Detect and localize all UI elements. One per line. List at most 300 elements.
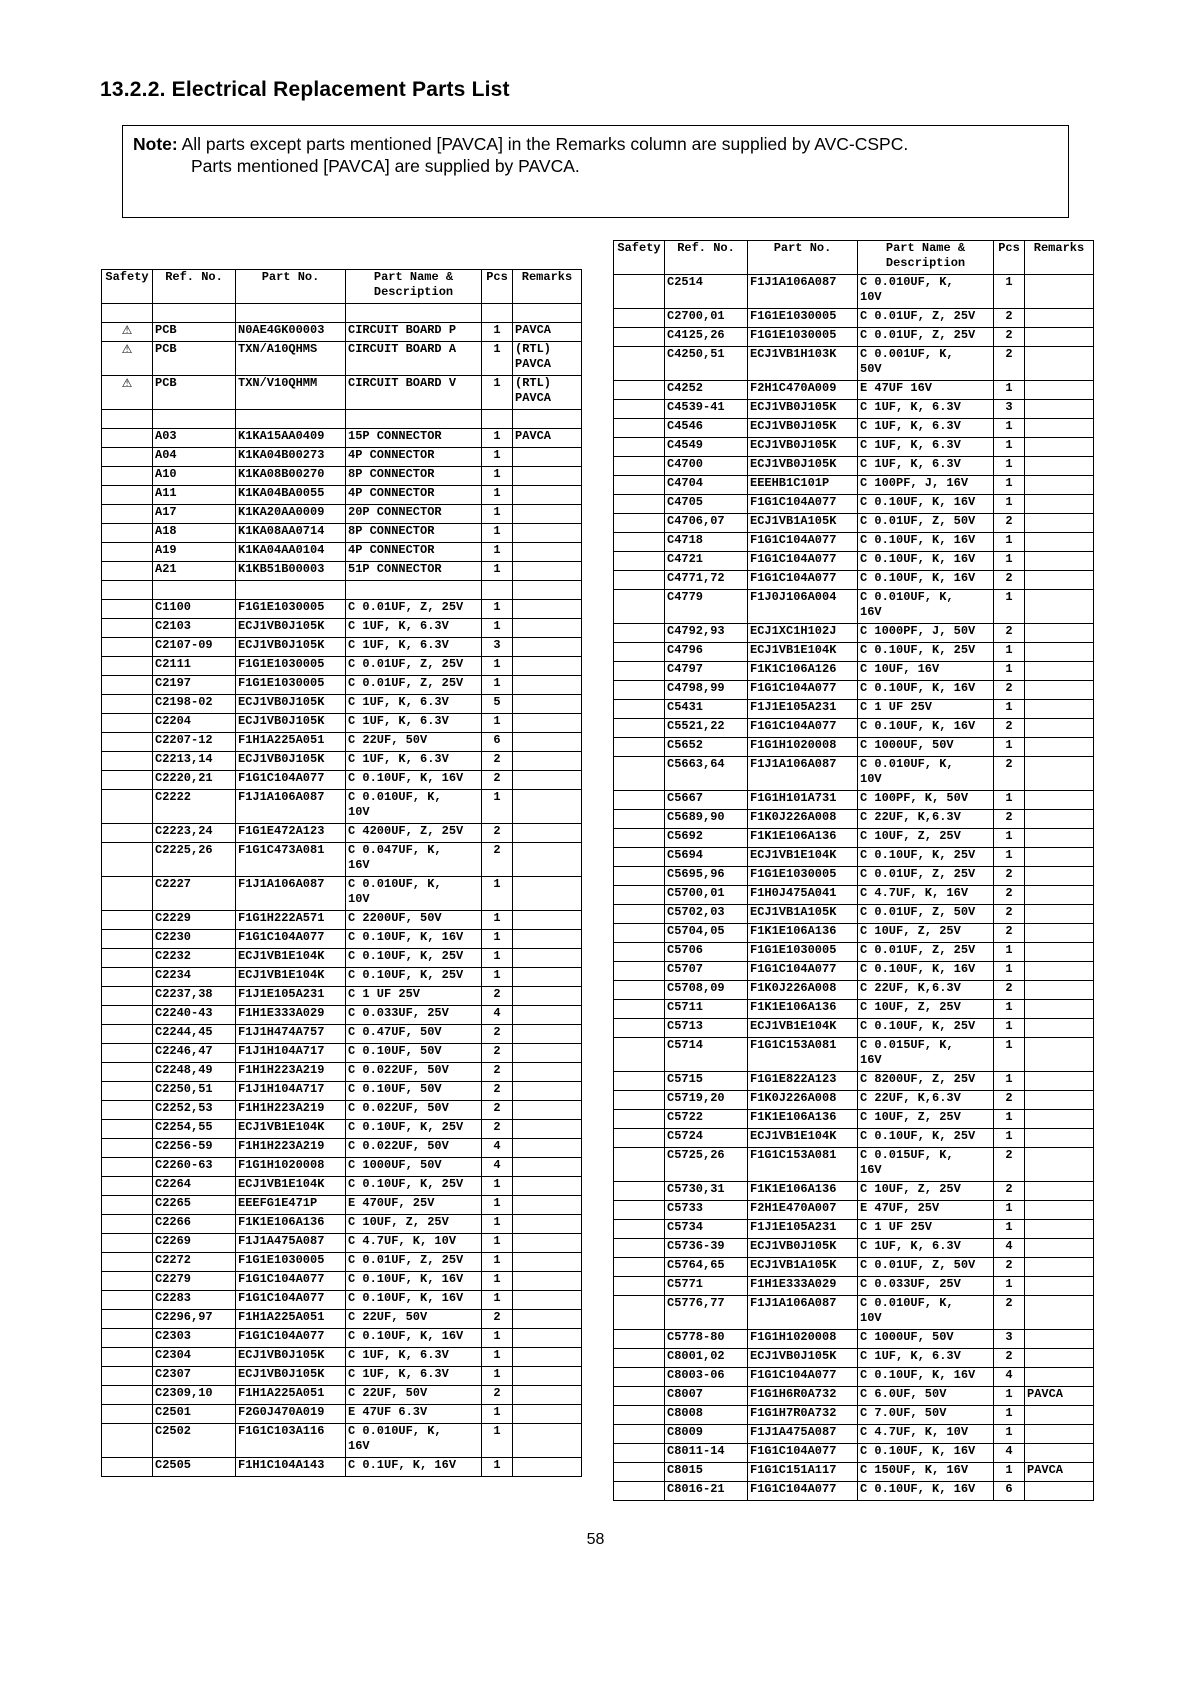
part-no-cell: ECJ1VB0J105K — [236, 695, 346, 714]
remarks-cell — [1025, 643, 1094, 662]
table-row — [102, 486, 582, 505]
ref-no-cell: A18 — [153, 524, 236, 543]
pcs-cell: 1 — [994, 848, 1025, 867]
part-no-cell: F1G1H1020008 — [748, 738, 858, 757]
ref-no-cell: C4250,51 — [665, 347, 748, 381]
pcs-cell: 1 — [482, 505, 513, 524]
remarks-cell — [1025, 681, 1094, 700]
safety-cell — [102, 930, 153, 949]
remarks-cell — [513, 1367, 582, 1386]
table-row — [102, 824, 582, 843]
table-row — [614, 1110, 1094, 1129]
safety-cell — [102, 733, 153, 752]
part-no-cell: ECJ1VB0J105K — [236, 1348, 346, 1367]
part-name-cell: 20P CONNECTOR — [346, 505, 482, 524]
pcs-cell: 1 — [482, 1329, 513, 1348]
part-name-cell: E 470UF, 25V — [346, 1196, 482, 1215]
pcs-cell: 2 — [994, 571, 1025, 590]
safety-cell — [102, 1348, 153, 1367]
safety-warning-icon: ⚠ — [102, 323, 153, 342]
part-no-cell: ECJ1VB1A105K — [748, 1258, 858, 1277]
ref-no-cell: C2256-59 — [153, 1139, 236, 1158]
safety-cell — [102, 429, 153, 448]
pcs-cell: 2 — [994, 624, 1025, 643]
remarks-cell — [1025, 943, 1094, 962]
pcs-cell: 2 — [994, 1258, 1025, 1277]
safety-cell — [102, 1234, 153, 1253]
part-name-cell: C 0.47UF, 50V — [346, 1025, 482, 1044]
table-row — [102, 619, 582, 638]
part-name-cell: C 1UF, K, 6.3V — [346, 1348, 482, 1367]
pcs-cell: 2 — [994, 1091, 1025, 1110]
table-row — [614, 533, 1094, 552]
pcs-cell: 1 — [994, 1000, 1025, 1019]
part-name-cell: C 22UF, 50V — [346, 1386, 482, 1405]
pcs-cell: 1 — [994, 495, 1025, 514]
safety-cell — [614, 886, 665, 905]
remarks-cell — [1025, 1220, 1094, 1239]
ref-no-cell: C4771,72 — [665, 571, 748, 590]
part-name-cell: C 22UF, 50V — [346, 733, 482, 752]
safety-cell — [614, 1368, 665, 1387]
pcs-cell: 1 — [482, 1367, 513, 1386]
part-no-cell: K1KB51B00003 — [236, 562, 346, 581]
safety-cell — [102, 1367, 153, 1386]
remarks-cell — [1025, 1239, 1094, 1258]
safety-cell — [102, 600, 153, 619]
ref-no-cell: C4700 — [665, 457, 748, 476]
ref-no-cell: C5667 — [665, 791, 748, 810]
safety-cell — [102, 581, 153, 600]
part-name-cell: C 0.10UF, K, 25V — [858, 1129, 994, 1148]
pcs-cell — [482, 410, 513, 429]
table-row — [102, 1082, 582, 1101]
pcs-cell: 1 — [482, 600, 513, 619]
table-row — [102, 1291, 582, 1310]
table-row — [614, 275, 1094, 309]
part-name-cell: C 2200UF, 50V — [346, 911, 482, 930]
ref-no-cell: C1100 — [153, 600, 236, 619]
page-number: 58 — [586, 1531, 605, 1548]
safety-cell — [614, 571, 665, 590]
pcs-cell: 1 — [482, 1348, 513, 1367]
part-no-cell: F1K0J226A008 — [748, 810, 858, 829]
part-name-cell — [346, 410, 482, 429]
remarks-cell — [513, 467, 582, 486]
part-name-cell: C 1UF, K, 6.3V — [858, 419, 994, 438]
pcs-cell: 1 — [994, 943, 1025, 962]
pcs-cell: 4 — [482, 1006, 513, 1025]
remarks-cell — [513, 1196, 582, 1215]
part-name-cell: C 0.01UF, Z, 50V — [858, 905, 994, 924]
part-no-cell: F2H1E470A007 — [748, 1201, 858, 1220]
remarks-cell — [1025, 347, 1094, 381]
part-no-cell: ECJ1VB1E104K — [748, 848, 858, 867]
remarks-cell — [1025, 1038, 1094, 1072]
ref-no-cell: C5700,01 — [665, 886, 748, 905]
ref-no-cell: C2198-02 — [153, 695, 236, 714]
ref-no-cell: C5719,20 — [665, 1091, 748, 1110]
part-no-cell: F1J1A106A087 — [748, 275, 858, 309]
part-no-cell: F1K1E106A136 — [748, 829, 858, 848]
pcs-cell: 1 — [482, 619, 513, 638]
pcs-cell: 1 — [994, 1201, 1025, 1220]
safety-cell — [102, 304, 153, 323]
ref-no-cell: C2266 — [153, 1215, 236, 1234]
safety-cell — [614, 328, 665, 347]
pcs-cell: 4 — [482, 1139, 513, 1158]
part-name-cell: C 0.10UF, K, 16V — [858, 681, 994, 700]
part-name-cell: C 0.10UF, K, 25V — [346, 1120, 482, 1139]
part-name-cell: C 1UF, K, 6.3V — [858, 438, 994, 457]
remarks-cell — [513, 1139, 582, 1158]
remarks-cell — [513, 448, 582, 467]
pcs-cell: 3 — [994, 400, 1025, 419]
remarks-cell — [1025, 924, 1094, 943]
part-name-cell: C 0.015UF, K, 16V — [858, 1148, 994, 1182]
ref-no-cell: C5725,26 — [665, 1148, 748, 1182]
parts-table-right — [613, 240, 1094, 1501]
pcs-cell — [482, 581, 513, 600]
part-no-cell: K1KA08B00270 — [236, 467, 346, 486]
ref-no-cell: C2230 — [153, 930, 236, 949]
pcs-cell: 1 — [994, 275, 1025, 309]
part-name-cell: C 1UF, K, 6.3V — [346, 695, 482, 714]
ref-no-cell: C5730,31 — [665, 1182, 748, 1201]
safety-cell — [614, 905, 665, 924]
safety-cell — [614, 514, 665, 533]
table-row — [614, 1277, 1094, 1296]
part-no-cell: F1J1E105A231 — [748, 700, 858, 719]
safety-cell — [614, 662, 665, 681]
remarks-cell — [513, 714, 582, 733]
table-row — [102, 1458, 582, 1477]
table-row — [102, 600, 582, 619]
part-no-cell: F1G1E1030005 — [236, 676, 346, 695]
part-no-cell — [236, 581, 346, 600]
table-row — [102, 1215, 582, 1234]
part-name-cell: C 0.022UF, 50V — [346, 1101, 482, 1120]
part-name-cell: C 4.7UF, K, 10V — [346, 1234, 482, 1253]
table-row — [614, 552, 1094, 571]
part-name-cell: C 0.015UF, K, 16V — [858, 1038, 994, 1072]
parts-table-body-left — [102, 304, 582, 1477]
safety-cell — [614, 1110, 665, 1129]
safety-cell — [102, 1101, 153, 1120]
ref-no-cell: C2248,49 — [153, 1063, 236, 1082]
header-ref-no: Ref. No. — [665, 241, 748, 275]
remarks-cell — [513, 930, 582, 949]
pcs-cell: 1 — [482, 543, 513, 562]
part-no-cell: ECJ1VB0J105K — [748, 419, 858, 438]
ref-no-cell: C5734 — [665, 1220, 748, 1239]
safety-cell — [614, 1091, 665, 1110]
part-name-cell: C 0.010UF, K, 16V — [858, 590, 994, 624]
part-no-cell: F1H1A225A051 — [236, 1386, 346, 1405]
ref-no-cell: PCB — [153, 376, 236, 410]
ref-no-cell: C5704,05 — [665, 924, 748, 943]
safety-cell — [614, 810, 665, 829]
header-part-name: Part Name & Description — [858, 241, 994, 275]
table-row — [102, 1120, 582, 1139]
part-no-cell: F1G1C104A077 — [236, 1272, 346, 1291]
part-name-cell: C 1UF, K, 6.3V — [346, 752, 482, 771]
table-row — [614, 962, 1094, 981]
table-row — [614, 590, 1094, 624]
part-no-cell: F1K0J226A008 — [748, 981, 858, 1000]
safety-cell — [102, 1044, 153, 1063]
table-row — [614, 1182, 1094, 1201]
ref-no-cell: C2501 — [153, 1405, 236, 1424]
remarks-cell — [1025, 457, 1094, 476]
remarks-cell — [1025, 1072, 1094, 1091]
part-no-cell: F1J1H104A717 — [236, 1044, 346, 1063]
part-name-cell: C 0.047UF, K, 16V — [346, 843, 482, 877]
pcs-cell: 2 — [482, 1310, 513, 1329]
part-name-cell: CIRCUIT BOARD A — [346, 342, 482, 376]
ref-no-cell: C4539-41 — [665, 400, 748, 419]
part-name-cell: C 1000UF, 50V — [858, 1330, 994, 1349]
pcs-cell: 2 — [482, 1044, 513, 1063]
part-name-cell: C 0.010UF, K, 10V — [346, 790, 482, 824]
table-row — [614, 1038, 1094, 1072]
table-row — [102, 1386, 582, 1405]
ref-no-cell: C2309,10 — [153, 1386, 236, 1405]
safety-cell — [614, 791, 665, 810]
header-part-no: Part No. — [748, 241, 858, 275]
ref-no-cell: C5714 — [665, 1038, 748, 1072]
ref-no-cell: C2265 — [153, 1196, 236, 1215]
remarks-cell — [513, 771, 582, 790]
remarks-cell — [513, 1082, 582, 1101]
remarks-cell — [513, 1272, 582, 1291]
ref-no-cell: C8001,02 — [665, 1349, 748, 1368]
part-name-cell: C 0.10UF, K, 25V — [858, 1019, 994, 1038]
ref-no-cell: C4718 — [665, 533, 748, 552]
part-no-cell — [236, 304, 346, 323]
ref-no-cell: A11 — [153, 486, 236, 505]
safety-cell — [614, 400, 665, 419]
part-name-cell: 4P CONNECTOR — [346, 448, 482, 467]
remarks-cell — [513, 505, 582, 524]
part-no-cell: ECJ1VB1E104K — [748, 643, 858, 662]
note-box — [122, 125, 1069, 218]
part-no-cell: F1J1A106A087 — [748, 1296, 858, 1330]
part-no-cell: F1G1E1030005 — [748, 309, 858, 328]
pcs-cell: 1 — [482, 1458, 513, 1477]
ref-no-cell: C2103 — [153, 619, 236, 638]
safety-cell — [102, 1405, 153, 1424]
pcs-cell: 1 — [482, 342, 513, 376]
remarks-cell — [1025, 495, 1094, 514]
part-no-cell: ECJ1VB0J105K — [236, 714, 346, 733]
part-name-cell: C 0.022UF, 50V — [346, 1063, 482, 1082]
part-no-cell: F1H1A225A051 — [236, 1310, 346, 1329]
part-no-cell: ECJ1VB0J105K — [748, 457, 858, 476]
remarks-cell — [1025, 829, 1094, 848]
ref-no-cell: C5652 — [665, 738, 748, 757]
part-no-cell: F1G1E1030005 — [236, 600, 346, 619]
safety-cell — [102, 467, 153, 486]
part-no-cell: F1G1H6R0A732 — [748, 1387, 858, 1406]
remarks-cell — [1025, 381, 1094, 400]
table-row — [614, 457, 1094, 476]
table-row — [614, 1463, 1094, 1482]
part-no-cell: F1G1C104A077 — [236, 930, 346, 949]
table-row — [102, 1006, 582, 1025]
pcs-cell: 1 — [482, 714, 513, 733]
remarks-cell — [1025, 1201, 1094, 1220]
part-no-cell: F1G1E1030005 — [748, 867, 858, 886]
part-no-cell: ECJ1VB0J105K — [748, 438, 858, 457]
part-name-cell: C 0.10UF, K, 25V — [346, 1177, 482, 1196]
remarks-cell — [1025, 719, 1094, 738]
pcs-cell: 2 — [994, 924, 1025, 943]
part-no-cell: ECJ1VB1E104K — [236, 968, 346, 987]
part-no-cell: F1G1E1030005 — [236, 1253, 346, 1272]
ref-no-cell: C5733 — [665, 1201, 748, 1220]
remarks-cell — [513, 733, 582, 752]
safety-cell — [102, 1063, 153, 1082]
part-no-cell: F1G1C473A081 — [236, 843, 346, 877]
table-row — [102, 638, 582, 657]
safety-cell — [102, 843, 153, 877]
part-no-cell: TXN/V10QHMM — [236, 376, 346, 410]
part-no-cell: F1K1E106A136 — [748, 1000, 858, 1019]
ref-no-cell: C4549 — [665, 438, 748, 457]
pcs-cell: 1 — [482, 1424, 513, 1458]
part-no-cell: F1H1A225A051 — [236, 733, 346, 752]
pcs-cell: 4 — [994, 1368, 1025, 1387]
part-name-cell: C 22UF, K,6.3V — [858, 810, 994, 829]
pcs-cell: 2 — [994, 905, 1025, 924]
pcs-cell: 2 — [482, 752, 513, 771]
remarks-cell: PAVCA — [513, 429, 582, 448]
table-row — [102, 1348, 582, 1367]
part-name-cell: C 0.10UF, 50V — [346, 1044, 482, 1063]
safety-cell — [102, 543, 153, 562]
safety-cell — [102, 1329, 153, 1348]
ref-no-cell: A17 — [153, 505, 236, 524]
ref-no-cell: C8016-21 — [665, 1482, 748, 1501]
ref-no-cell: C5771 — [665, 1277, 748, 1296]
safety-cell — [102, 676, 153, 695]
part-no-cell: F1G1C104A077 — [748, 1482, 858, 1501]
pcs-cell: 1 — [482, 1234, 513, 1253]
table-row — [102, 968, 582, 987]
part-no-cell: F1G1C104A077 — [748, 1368, 858, 1387]
ref-no-cell: C2222 — [153, 790, 236, 824]
safety-cell — [614, 829, 665, 848]
ref-no-cell: C5702,03 — [665, 905, 748, 924]
safety-cell — [614, 533, 665, 552]
table-row — [102, 304, 582, 323]
part-no-cell: F1G1E472A123 — [236, 824, 346, 843]
pcs-cell: 1 — [482, 877, 513, 911]
part-name-cell: C 0.01UF, Z, 25V — [858, 943, 994, 962]
remarks-cell — [513, 1348, 582, 1367]
safety-cell — [614, 438, 665, 457]
safety-cell — [102, 1006, 153, 1025]
safety-cell — [102, 949, 153, 968]
part-name-cell: C 0.01UF, Z, 25V — [858, 867, 994, 886]
safety-cell — [614, 1296, 665, 1330]
ref-no-cell: C2213,14 — [153, 752, 236, 771]
pcs-cell: 1 — [482, 1272, 513, 1291]
table-row — [102, 911, 582, 930]
pcs-cell: 1 — [994, 1463, 1025, 1482]
safety-cell — [614, 347, 665, 381]
parts-table-left — [101, 269, 582, 1477]
remarks-cell — [513, 824, 582, 843]
safety-cell — [614, 981, 665, 1000]
table-row — [102, 949, 582, 968]
ref-no-cell: C5713 — [665, 1019, 748, 1038]
table-row — [102, 376, 582, 410]
part-name-cell: C 10UF, 16V — [858, 662, 994, 681]
safety-cell — [614, 1258, 665, 1277]
remarks-cell — [513, 676, 582, 695]
safety-cell — [102, 505, 153, 524]
ref-no-cell: C2107-09 — [153, 638, 236, 657]
table-row — [102, 562, 582, 581]
part-no-cell: F1H1H223A219 — [236, 1101, 346, 1120]
part-name-cell: E 47UF 16V — [858, 381, 994, 400]
remarks-cell — [513, 410, 582, 429]
ref-no-cell: C5431 — [665, 700, 748, 719]
part-name-cell: C 0.033UF, 25V — [858, 1277, 994, 1296]
remarks-cell — [513, 657, 582, 676]
part-no-cell: ECJ1VB1E104K — [748, 1129, 858, 1148]
remarks-cell — [513, 543, 582, 562]
safety-cell — [614, 1220, 665, 1239]
table-row — [102, 676, 582, 695]
table-row — [614, 1387, 1094, 1406]
safety-cell — [102, 1215, 153, 1234]
note-line-2: Parts mentioned [PAVCA] are supplied by PAVCA. — [191, 156, 580, 176]
ref-no-cell: C2252,53 — [153, 1101, 236, 1120]
part-no-cell: F1H0J475A041 — [748, 886, 858, 905]
pcs-cell: 2 — [994, 309, 1025, 328]
part-name-cell: C 0.10UF, K, 25V — [858, 643, 994, 662]
remarks-cell — [1025, 848, 1094, 867]
pcs-cell: 6 — [994, 1482, 1025, 1501]
table-row — [102, 410, 582, 429]
safety-cell — [102, 1310, 153, 1329]
part-no-cell: F1G1C104A077 — [748, 962, 858, 981]
safety-cell — [614, 924, 665, 943]
pcs-cell: 2 — [994, 1182, 1025, 1201]
ref-no-cell: C8015 — [665, 1463, 748, 1482]
remarks-cell — [1025, 1296, 1094, 1330]
safety-cell — [102, 714, 153, 733]
table-row — [614, 1296, 1094, 1330]
remarks-cell — [513, 1101, 582, 1120]
pcs-cell: 2 — [482, 1386, 513, 1405]
part-no-cell: F1J1E105A231 — [748, 1220, 858, 1239]
safety-cell — [102, 1025, 153, 1044]
remarks-cell — [1025, 571, 1094, 590]
safety-cell — [102, 752, 153, 771]
pcs-cell: 2 — [994, 1296, 1025, 1330]
safety-cell — [614, 590, 665, 624]
ref-no-cell: C2264 — [153, 1177, 236, 1196]
part-no-cell: ECJ1VB0J105K — [748, 1349, 858, 1368]
table-row — [102, 1253, 582, 1272]
safety-warning-icon: ⚠ — [102, 376, 153, 410]
ref-no-cell: C5663,64 — [665, 757, 748, 791]
table-row — [614, 476, 1094, 495]
